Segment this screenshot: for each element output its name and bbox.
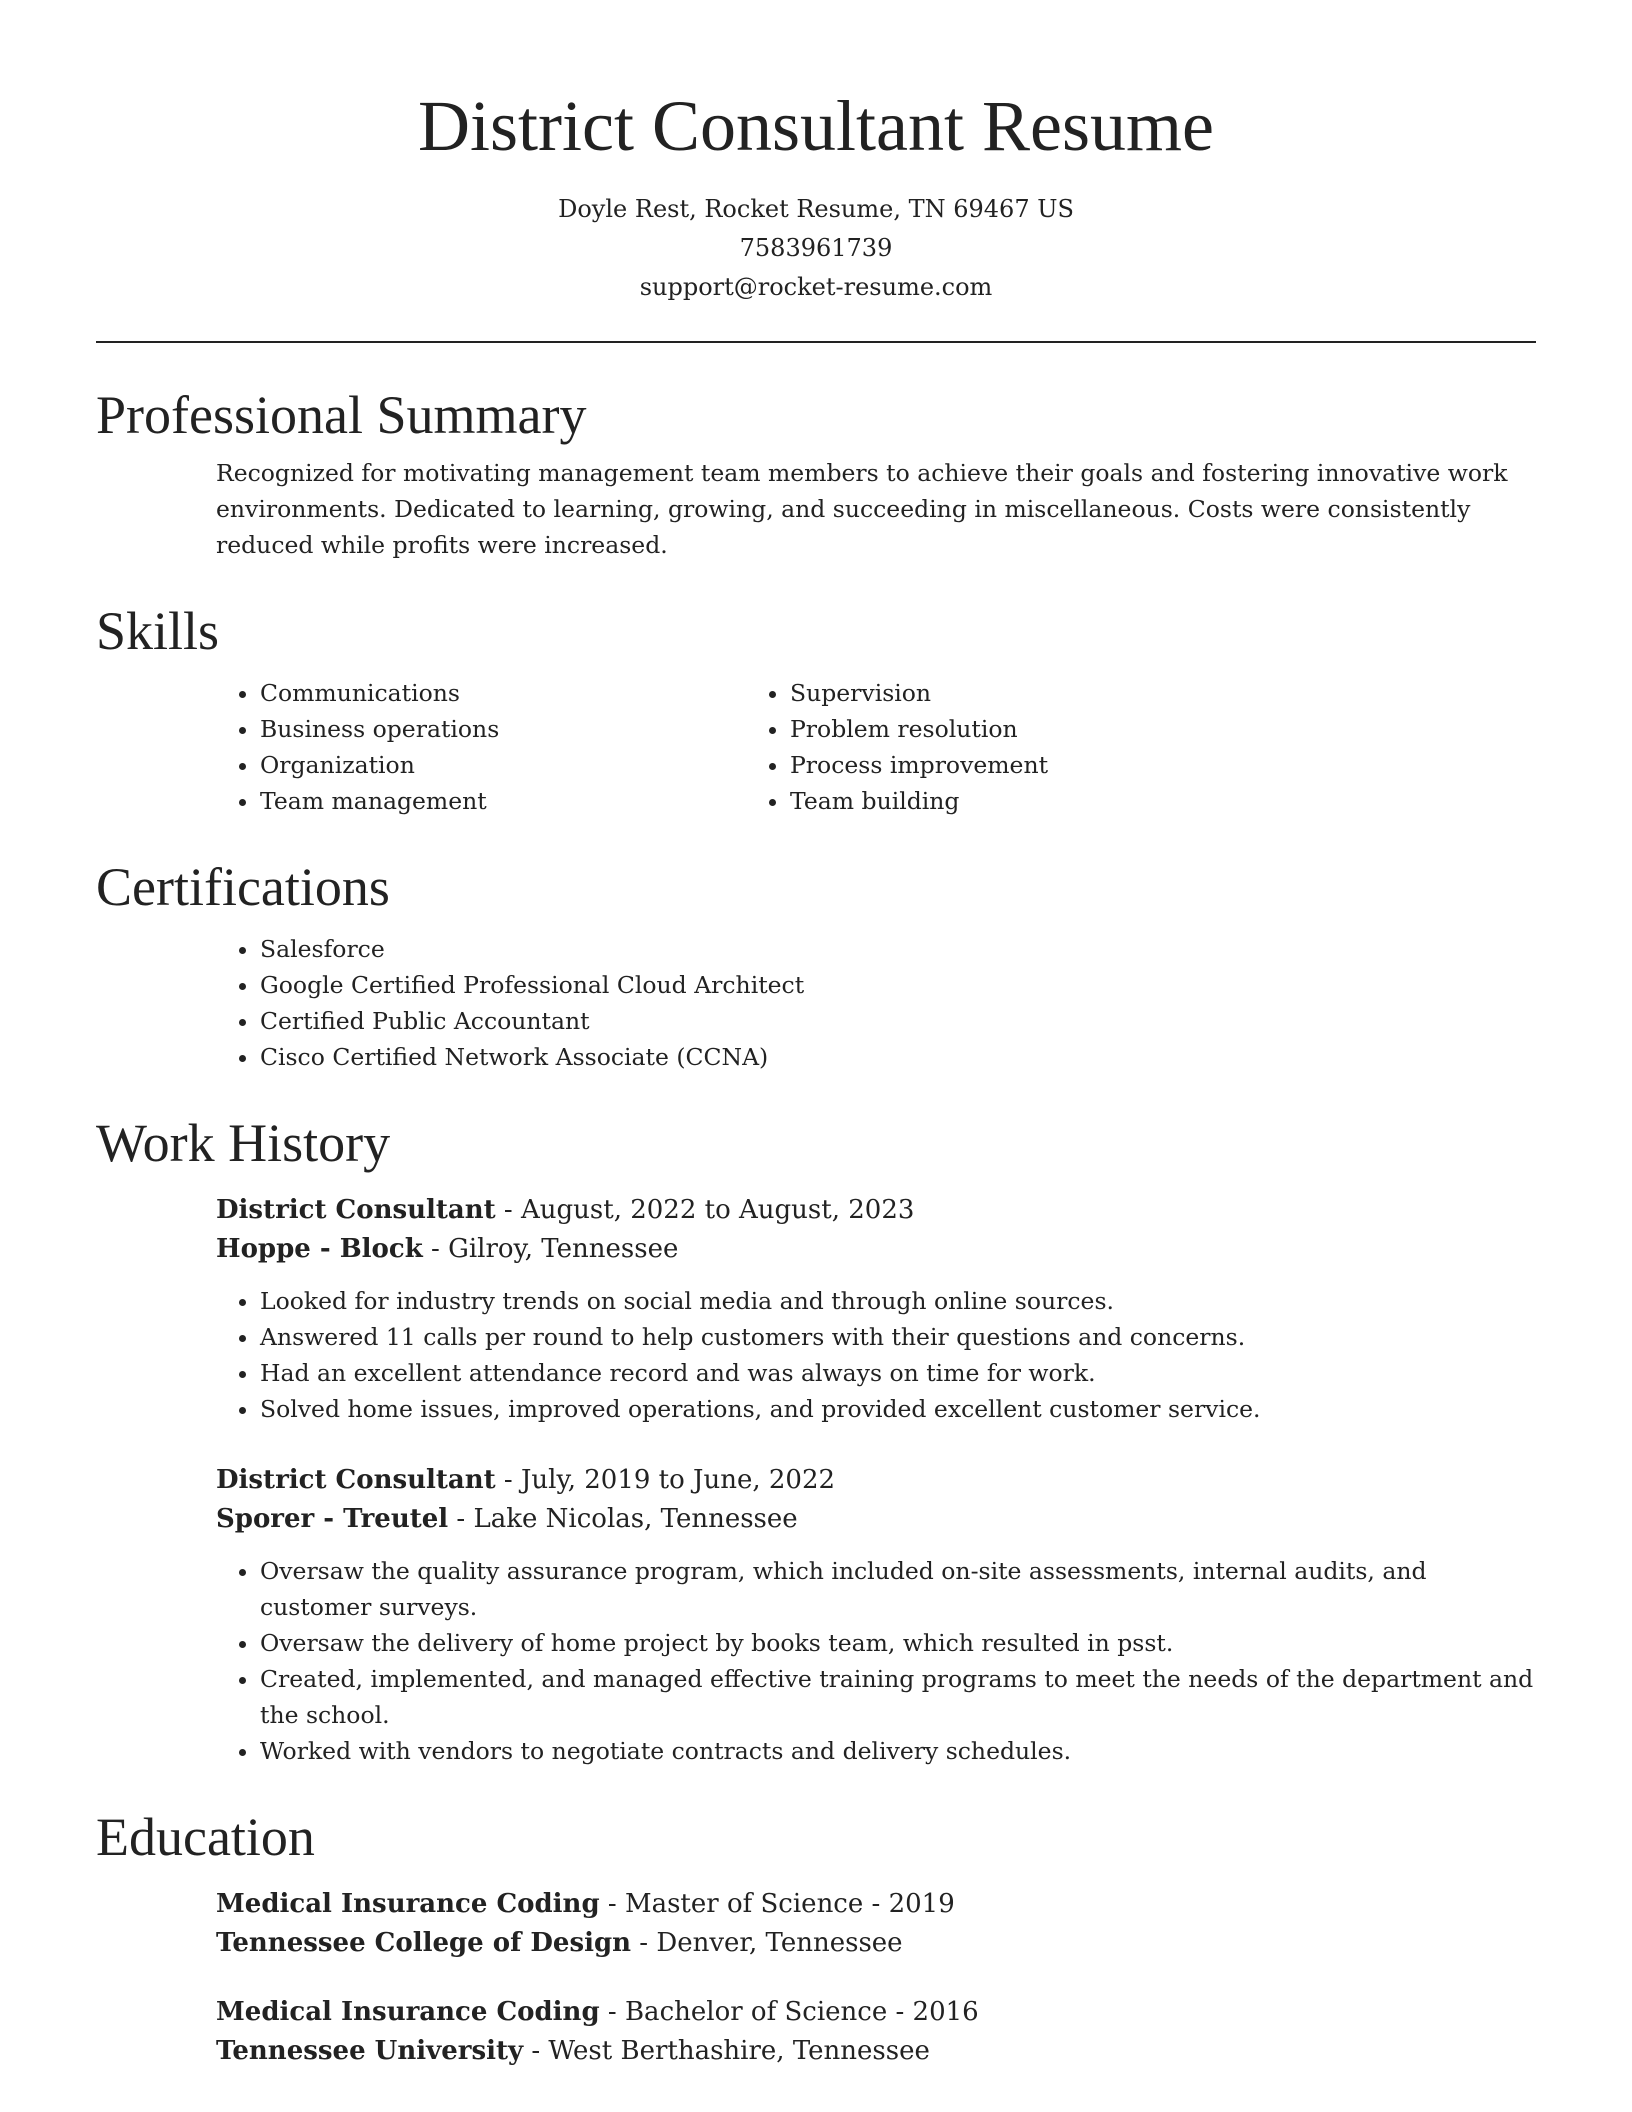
- skills-section: [96, 599, 1536, 819]
- summary-heading: Professional Summary: [96, 385, 587, 445]
- job-title-line: [96, 1191, 1536, 1230]
- education-year: - 2019: [863, 1889, 955, 1919]
- job-entry: [96, 1461, 1536, 1769]
- education-location: - West Berthashire, Tennessee: [523, 2036, 930, 2066]
- contact-address: Doyle Rest, Rocket Resume, TN 69467 US: [558, 195, 1074, 223]
- job-bullet: • Oversaw the delivery of home project by books team, which resulted in psst.: [260, 1625, 1536, 1661]
- certification-item: • Cisco Certified Network Associate (CCNA): [260, 1039, 1536, 1075]
- education-school: Tennessee College of Design: [216, 1928, 632, 1958]
- summary-text: Recognized for motivating management team members to achieve their goals and fostering innovative work environments. Dedicated to learning, growing, and succeeding in miscellaneous. Costs were consistently reduced while profits were increased.: [216, 459, 1508, 559]
- education-degree: - Master of Science: [599, 1889, 864, 1919]
- education-school-line: [96, 1924, 1536, 1963]
- skill-item: • Team management: [260, 783, 746, 819]
- job-bullet: • Solved home issues, improved operations, and provided excellent customer service.: [260, 1391, 1536, 1427]
- job-dates: - August, 2022 to August, 2023: [495, 1195, 915, 1225]
- education-field: Medical Insurance Coding: [216, 1997, 600, 2027]
- certifications-list: [96, 931, 1536, 1075]
- job-bullets: [96, 1553, 1536, 1769]
- job-location: - Lake Nicolas, Tennessee: [448, 1504, 798, 1534]
- job-company: Sporer - Treutel: [216, 1504, 449, 1534]
- education-entry: [96, 1993, 1536, 2071]
- job-bullet: • Answered 11 calls per round to help customers with their questions and concerns.: [260, 1319, 1536, 1355]
- job-location: - Gilroy, Tennessee: [422, 1234, 679, 1264]
- header-divider: [96, 341, 1536, 343]
- certification-item: • Certified Public Accountant: [260, 1003, 1536, 1039]
- contact-email[interactable]: support@rocket-resume.com: [639, 273, 993, 301]
- job-title: District Consultant: [216, 1465, 496, 1495]
- education-location: - Denver, Tennessee: [631, 1928, 903, 1958]
- job-entry: [96, 1191, 1536, 1427]
- job-bullets: [96, 1283, 1536, 1427]
- job-company: Hoppe - Block: [216, 1234, 423, 1264]
- skills-heading: Skills: [96, 601, 220, 661]
- education-year: - 2016: [887, 1997, 979, 2027]
- education-school: Tennessee University: [216, 2036, 524, 2066]
- skills-column-1: [96, 675, 746, 819]
- skill-item: • Business operations: [260, 711, 746, 747]
- job-title-line: [96, 1461, 1536, 1500]
- education-school-line: [96, 2032, 1536, 2071]
- education-section: [96, 1805, 1536, 2071]
- contact-phone: 7583961739: [739, 234, 893, 262]
- resume-header: [96, 0, 1536, 307]
- job-bullet: • Oversaw the quality assurance program, which included on-site assessments, internal audits, and customer surveys.: [260, 1553, 1536, 1625]
- skill-item: • Communications: [260, 675, 746, 711]
- certification-item: • Salesforce: [260, 931, 1536, 967]
- skill-item: • Problem resolution: [790, 711, 1396, 747]
- work-history-section: [96, 1111, 1536, 1769]
- job-dates: - July, 2019 to June, 2022: [495, 1465, 836, 1495]
- certifications-heading: Certifications: [96, 857, 390, 917]
- skill-item: • Team building: [790, 783, 1396, 819]
- education-degree-line: [96, 1885, 1536, 1924]
- education-field: Medical Insurance Coding: [216, 1889, 600, 1919]
- skills-column-2: [746, 675, 1396, 819]
- skill-item: • Organization: [260, 747, 746, 783]
- certifications-section: [96, 855, 1536, 1075]
- job-bullet: • Created, implemented, and managed effective training programs to meet the needs of the department and the school.: [260, 1661, 1536, 1733]
- education-heading: Education: [96, 1807, 315, 1867]
- education-degree-line: [96, 1993, 1536, 2032]
- education-degree: - Bachelor of Science: [599, 1997, 888, 2027]
- work-history-heading: Work History: [96, 1113, 391, 1173]
- skill-item: • Process improvement: [790, 747, 1396, 783]
- job-company-line: [96, 1500, 1536, 1539]
- skill-item: • Supervision: [790, 675, 1396, 711]
- job-bullet: • Looked for industry trends on social media and through online sources.: [260, 1283, 1536, 1319]
- job-company-line: [96, 1230, 1536, 1269]
- education-entry: [96, 1885, 1536, 1963]
- skills-grid: [96, 675, 1536, 819]
- contact-block: [96, 190, 1536, 307]
- job-bullet: • Had an excellent attendance record and was always on time for work.: [260, 1355, 1536, 1391]
- job-title: District Consultant: [216, 1195, 496, 1225]
- certification-item: • Google Certified Professional Cloud Architect: [260, 967, 1536, 1003]
- job-bullet: • Worked with vendors to negotiate contracts and delivery schedules.: [260, 1733, 1536, 1769]
- resume-title: District Consultant Resume: [418, 86, 1214, 166]
- summary-section: [96, 383, 1536, 563]
